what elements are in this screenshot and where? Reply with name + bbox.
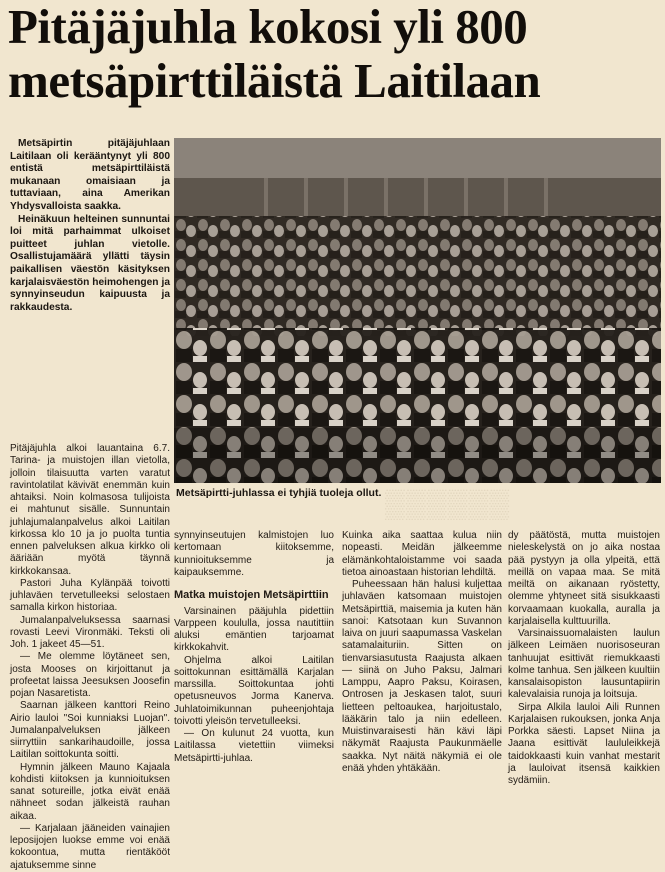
paragraph: Ohjelma alkoi Laitilan soittokunnan esittämällä Karjalan marssilla. Soittokuntaa johti opetusneuvos Jorma Kanerva. Juhlatoimikunnan puheenjohtaja toivotti yleisön tervetulleeksi. <box>174 654 334 727</box>
headline-line-2: metsäpirttiläistä Laitilaan <box>8 53 541 108</box>
paragraph: Sirpa Alkila lauloi Aili Runnen Karjalaisen rukouksen, jonka Anja Porkka säesti. Lapset Niina ja Jaana esittivät laululeikkejä taidokkaasti kuin vanhat mestarit ja lauloivat itsensä kaikkien sydämiin. <box>508 701 660 786</box>
paragraph: Pitäjäjuhla alkoi lauantaina 6.7. Tarina- ja muistojen illan vietolla, jolloin tilaisuutta varten varatut ravintolatilat kävivät enemmän kuin ahtaiksi. Noin kolmasosa tulijoista ei mahtunut sisälle. Sunnuntain juhlajumalanpalvelus alkoi Laitilan kirkossa klo 10 ja jo puolta tuntia ennen palveluksen alkua kirkko oli ääriään myötä täynnä kirkkokansaa. <box>10 443 170 577</box>
paragraph: Varsinaissuomalaisten laulun jälkeen Leimäen nuorisoseuran tanhuujat esittivät riemukkaasti kolme tanhua. Sen jälkeen kuultiin kansalaisopiston lausuntapiirin kalevalaisia runoja ja loitsuja. <box>508 628 660 701</box>
paragraph: — Me olemme löytäneet sen, josta Mooses on kirjoittanut ja profeetat laissa Jeesuksen Joosefin pojan Nasaretista. <box>10 651 170 699</box>
audience-photo-image <box>174 138 661 483</box>
bleed-through: ▒▒▒▒▒▒ <box>385 488 511 519</box>
headline <box>8 0 658 108</box>
paragraph: dy päätöstä, mutta muistojen nieleskelystä on jo aika nostaa pää pystyyn ja olla ylpeitä, että meillä on vapaa maa. Se mitä meiltä on aikanaan ryöstetty, olemme yhtyneet sitä sisukkaasti korvaamaan kuokalla, auralla ja karjalaisella kulttuurilla. <box>508 530 660 627</box>
column-4 <box>508 530 660 787</box>
paragraph: Kuinka aika saattaa kulua niin nopeasti. Meidän jälkeemme elämänkohtaloistamme voi saada tietoa ainoastaan historian lehdiltä. <box>342 530 502 578</box>
paragraph: synnyinseutujen kalmistojen luo kertomaan kiitoksemme, kunnioituksemme ja kaipauksemme. <box>174 530 334 578</box>
column-2 <box>174 530 334 765</box>
column-1 <box>10 443 170 872</box>
lead-paragraph <box>10 138 170 314</box>
paragraph: Jumalanpalveluksessa saarnasi rovasti Leevi Vironmäki. Teksti oli Joh. 1 jakeet 45—51. <box>10 614 170 650</box>
lead-text: Metsäpirtin pitäjäjuhlaan Laitilaan oli kerääntynyt yli 800 entistä metsäpirttiläistä mukanaan omaisiaan ja tuttaviaan, aina Amerikan Yhdysvalloista saakka. <box>10 138 170 212</box>
column-3 <box>342 530 502 775</box>
paragraph: Varsinainen pääjuhla pidettiin Varppeen koululla, jossa nautittiin aluksi emäntien tarjoamat kirkkokahvit. <box>174 605 334 654</box>
headline-line-1: Pitäjäjuhla kokosi yli 800 <box>8 0 528 54</box>
paragraph: — Karjalaan jääneiden vainajien leposijojen luokse emme voi enää kokoontua, mutta rientäkööt ajatuksemme sinne <box>10 822 170 871</box>
paragraph: Hymnin jälkeen Mauno Kajaala kohdisti kiitoksen ja kunnioituksen sanat sotureille, jotka eivät enää nähneet sodan jälkeistä rauhan aikaa. <box>10 761 170 822</box>
audience-photo <box>174 138 661 483</box>
paragraph: Pastori Juha Kylänpää toivotti juhlaväen tervetulleeksi selostaen samalla kirkon historiaa. <box>10 577 170 614</box>
lead-text: Heinäkuun helteinen sunnuntai loi mitä parhaimmat ulkoiset puitteet juhlan vietolle. Osallistujamäärä yllätti täysin paikallisen väestön käsityksen karjalaisväestön heimohengen ja synnyinseudun kaipuusta ja rakkaudesta. <box>10 213 170 313</box>
subheading: Matka muistojen Metsäpirttiin <box>174 589 329 601</box>
photo-caption: Metsäpirtti-juhlassa ei tyhjiä tuoleja ollut. <box>176 487 382 499</box>
paragraph: Saarnan jälkeen kanttori Reino Airio lauloi "Soi kunniaksi Luojan". Jumalanpalveluksen jälkeen siirryttiin sankarihaudoille, jossa Laitilan soittokunta soitti. <box>10 700 170 761</box>
paragraph: — On kulunut 24 vuotta, kun Laitilassa vietettiin viimeksi Metsäpirtti-juhlaa. <box>174 728 334 764</box>
paragraph: Puheessaan hän halusi kuljettaa juhlaväen katsomaan muistojen Metsäpirttiä, maisemia ja kuten hän sanoi: Katsotaan kun Suvannon laiva on juuri saapumassa Vaskelan satamalaituriin. Sitten on tienvarsiasutusta Raajusta alkaen — siinä on Juho Paksu, Jalmari Lamppu, Aapro Paksu, Koirasen, Ontrosen ja Jeskasen talot, suuri lietteen peltoaukea, harjoitustalo, lääkärin talo ja niin edelleen. Muistinvaraisesti hän kävi läpi näkymät Raajusta Paukunmäelle saakka. Nyt näitä näkymiä ei ole enää yhden yhtäkään. <box>342 579 502 774</box>
